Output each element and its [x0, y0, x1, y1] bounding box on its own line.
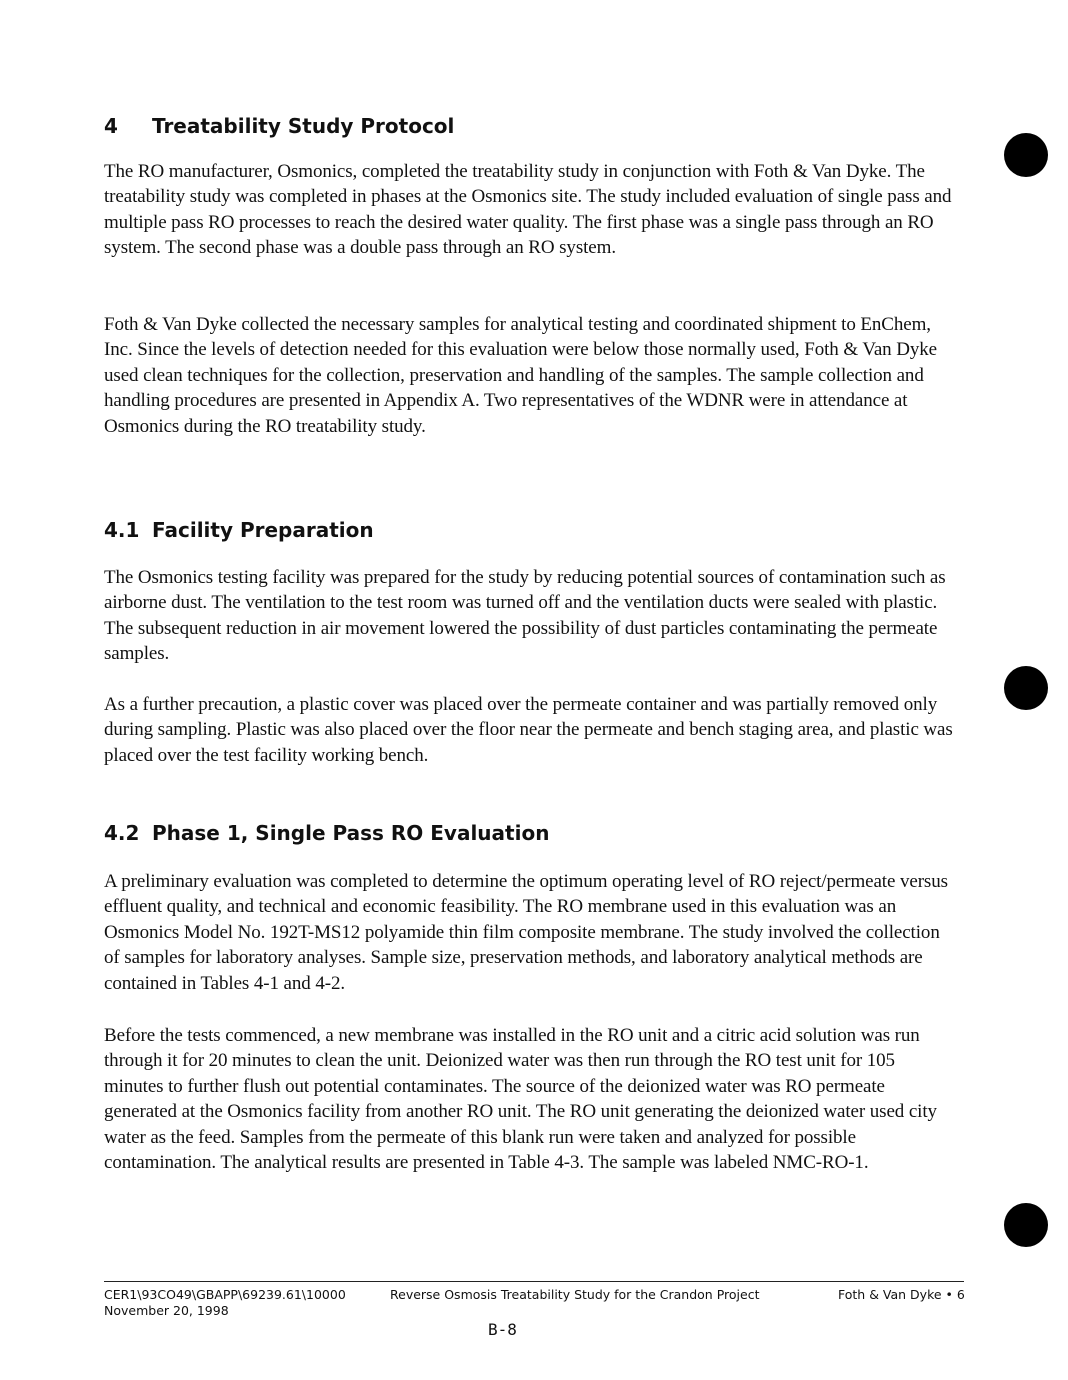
- subsection-heading-phase1: [104, 820, 549, 846]
- subsection-heading-facility: [104, 517, 374, 543]
- subsection-title: Facility Preparation: [152, 518, 374, 542]
- facility-paragraph-2: As a further precaution, a plastic cover was placed over the permeate container and was partially removed only during sampling. Plastic was also placed over the floor near the permeate and bench staging area, and plastic was placed over the test facility working bench.: [104, 694, 953, 766]
- section-heading: [104, 113, 454, 139]
- subsection-number: 4.1: [104, 518, 140, 542]
- binder-hole-icon: [1004, 133, 1048, 177]
- footer-company-page: Foth & Van Dyke • 6: [838, 1287, 965, 1302]
- phase1-paragraph-1: A preliminary evaluation was completed to determine the optimum operating level of RO reject/permeate versus effluent quality, and technical and economic feasibility. The RO membrane used in this evaluation was an Osmonics Model No. 192T-MS12 polyamide thin film composite membrane. The study involved the collection of samples for laboratory analyses. Sample size, preservation methods, and laboratory analytical methods are contained in Tables 4-1 and 4-2.: [104, 871, 948, 994]
- binder-hole-icon: [1004, 1203, 1048, 1247]
- footer-date: November 20, 1998: [104, 1303, 229, 1318]
- binder-hole-icon: [1004, 666, 1048, 710]
- subsection-number: 4.2: [104, 821, 140, 845]
- section-paragraph-2: Foth & Van Dyke collected the necessary samples for analytical testing and coordinated shipment to EnChem, Inc. Since the levels of detection needed for this evaluation were below those normally used, Foth & Van Dyke used clean techniques for the collection, preservation and handling of the samples. The sample collection and handling procedures are presented in Appendix A. Two representatives of the WDNR were in attendance at Osmonics during the RO treatability study.: [104, 314, 937, 437]
- section-number: 4: [104, 114, 118, 138]
- phase1-paragraph-2: Before the tests commenced, a new membrane was installed in the RO unit and a citric acid solution was run through it for 20 minutes to clean the unit. Deionized water was then run through the RO test unit for 105 minutes to further flush out potential contaminates. The source of the deionized water was RO permeate generated at the Osmonics facility from another RO unit. The RO unit generating the deionized water used city water as the feed. Samples from the permeate of this blank run were taken and analyzed for possible contamination. The analytical results are presented in Table 4-3. The sample was labeled NMC-RO-1.: [104, 1025, 937, 1174]
- footer-document-title: Reverse Osmosis Treatability Study for the Crandon Project: [390, 1287, 760, 1302]
- facility-paragraph-1: The Osmonics testing facility was prepared for the study by reducing potential sources of contamination such as airborne dust. The ventilation to the test room was turned off and the ventilation ducts were sealed with plastic. The subsequent reduction in air movement lowered the possibility of dust particles contaminating the permeate samples.: [104, 567, 946, 665]
- footer-file-path: CER1\93CO49\GBAPP\69239.61\10000: [104, 1287, 346, 1302]
- section-paragraph-1: The RO manufacturer, Osmonics, completed the treatability study in conjunction with Foth & Van Dyke. The treatability study was completed in phases at the Osmonics site. The study included evaluation of single pass and multiple pass RO processes to reach the desired water quality. The first phase was a single pass through an RO system. The second phase was a double pass through an RO system.: [104, 161, 952, 259]
- section-title: Treatability Study Protocol: [152, 114, 455, 138]
- footer-divider: [104, 1281, 964, 1282]
- subsection-title: Phase 1, Single Pass RO Evaluation: [152, 821, 550, 845]
- page-number: B-8: [488, 1320, 517, 1339]
